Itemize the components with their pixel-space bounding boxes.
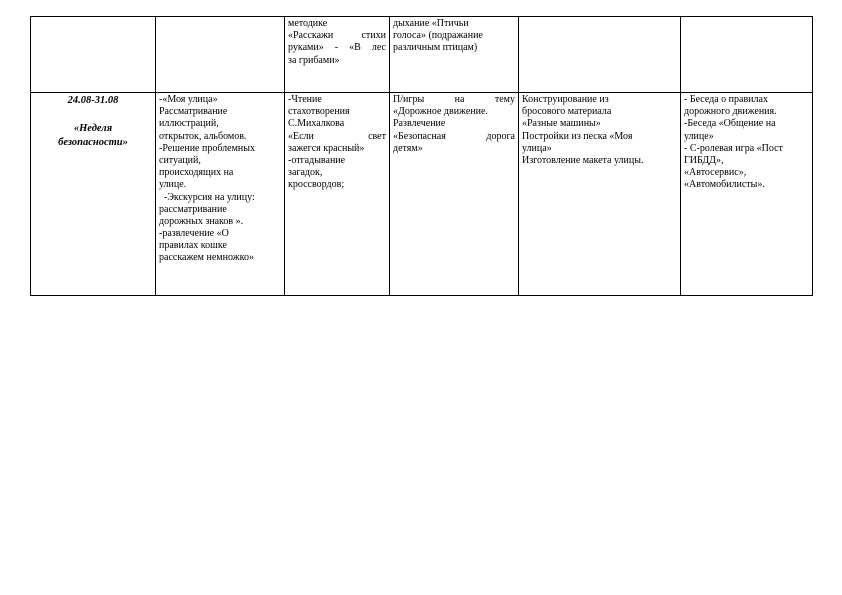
cell-text: голоса» (подражание (393, 30, 483, 42)
table-cell (681, 93, 813, 296)
plan-sheet (30, 16, 812, 298)
cell-text: стахотворения (288, 106, 350, 118)
cell-text: «Автомобилисты». (684, 179, 765, 191)
cell-text: руками» - «В лес (288, 42, 386, 54)
cell-text: ГИБДД», (684, 154, 724, 166)
cell-text: -Экскурсия на улицу: (159, 191, 255, 203)
theme-line: «Неделя (73, 122, 113, 134)
cell-text: -«Моя улица» (159, 94, 218, 105)
cell-text: иллюстраций, (159, 118, 219, 130)
table-cell (681, 17, 813, 93)
table-cell (519, 17, 681, 93)
cell-text: улице» (684, 130, 714, 142)
table-row (31, 17, 813, 93)
cell-text: «Дорожное движение. (393, 106, 488, 118)
cell-text: различным птицам) (393, 42, 478, 54)
cell-text: «Расскажи стихи (288, 30, 386, 42)
cell-text: дыхание «Птичьи (393, 18, 469, 29)
cell-text: загадок, (288, 167, 323, 179)
cell-text: -Беседа «Общение на (684, 118, 776, 130)
weekly-plan-table (30, 16, 813, 296)
table-cell (390, 17, 519, 93)
cell-text: бросового материала (522, 106, 612, 118)
theme-line: безопасности» (58, 136, 128, 148)
cell-text: -Решение проблемных (159, 142, 255, 154)
week-theme (34, 122, 152, 150)
cell-text: «Если свет (288, 130, 386, 142)
cell-text: улица» (522, 142, 552, 154)
cell-text: открыток, альбомов. (159, 130, 247, 142)
cell-text: - Беседа о правилах (684, 94, 768, 105)
cell-text: - С-ролевая игра «Пост (684, 142, 783, 154)
cell-text: Развлечение (393, 118, 446, 130)
cell-text: детям» (393, 142, 423, 154)
table-cell (285, 17, 390, 93)
cell-text: рассматривание (159, 203, 227, 215)
cell-text: зажегся красный» (288, 142, 365, 154)
table-cell (156, 93, 285, 296)
week-cell (31, 93, 156, 296)
cell-text: Рассматривание (159, 106, 228, 118)
table-cell (31, 17, 156, 93)
cell-text: расскажем немножко» (159, 252, 254, 264)
cell-text: Конструирование из (522, 94, 609, 105)
cell-text: «Автосервис», (684, 167, 747, 179)
cell-text: Изготовление макета улицы. (522, 154, 644, 166)
table-cell (390, 93, 519, 296)
table-cell (156, 17, 285, 93)
cell-text: кроссвордов; (288, 179, 345, 191)
cell-text: -Чтение (288, 94, 322, 105)
cell-text: дорожного движения. (684, 106, 777, 118)
cell-text: методике (288, 18, 328, 29)
cell-text: С.Михалкова (288, 118, 345, 130)
cell-text: правилах кошке (159, 240, 227, 252)
cell-text: ситуаций, (159, 154, 201, 166)
table-row (31, 93, 813, 296)
cell-text: за грибами» (288, 54, 340, 66)
week-dates: 24.08-31.08 (67, 95, 119, 106)
cell-text: -развлечение «О (159, 228, 229, 240)
table-cell (285, 93, 390, 296)
cell-text: происходящих на (159, 167, 234, 179)
cell-text: Постройки из песка «Моя (522, 130, 633, 142)
cell-text: «Безопасная дорога (393, 130, 515, 142)
cell-text: дорожных знаков ». (159, 215, 244, 227)
cell-text: П/игры на тему (393, 94, 515, 105)
cell-text: -отгадывание (288, 154, 346, 166)
cell-text: улице. (159, 179, 187, 191)
cell-text: «Разные машины» (522, 118, 601, 130)
table-cell (519, 93, 681, 296)
